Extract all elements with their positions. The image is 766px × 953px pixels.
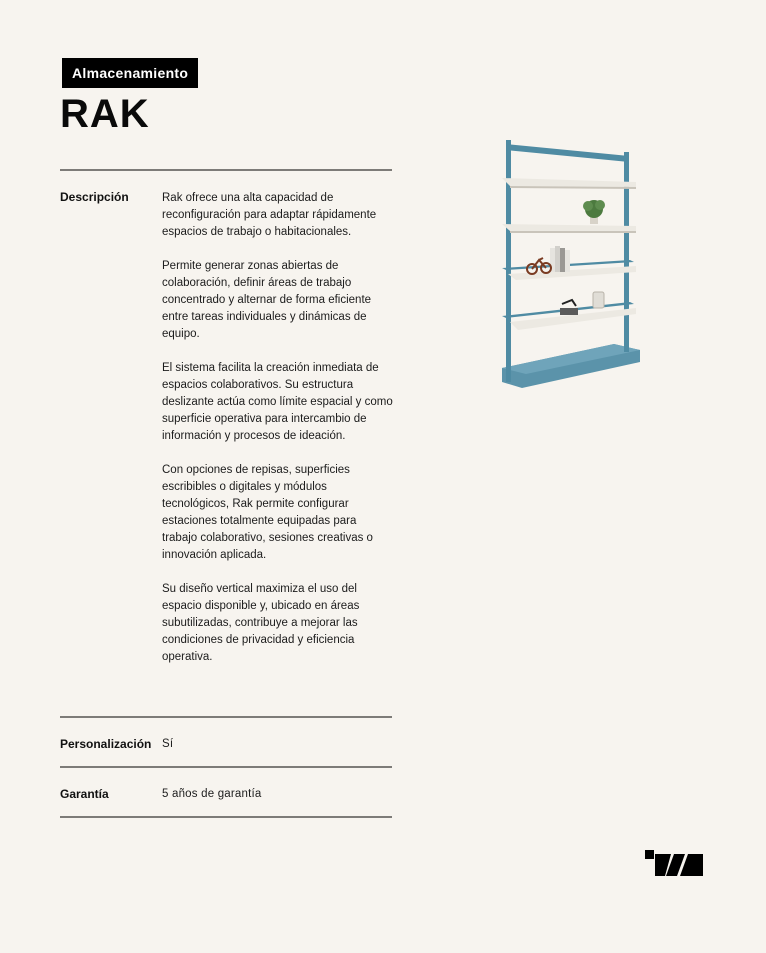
divider-description-end xyxy=(60,716,392,718)
description-paragraph: Con opciones de repisas, superficies escribibles o digitales y módulos tecnológicos, Rak permite configurar estaciones totalmente equipadas para trabajo colaborativo, sesiones creativas o innovación aplicada. xyxy=(162,464,373,561)
description-paragraph: Rak ofrece una alta capacidad de reconfiguración para adaptar rápidamente espacios de trabajo o habitacionales. xyxy=(162,192,377,238)
product-title: RAK xyxy=(60,92,150,136)
divider-top xyxy=(60,169,392,171)
description-paragraph: Permite generar zonas abiertas de colaboración, definir áreas de trabajo concentrado y alternar de forma eficiente entre tareas individuales y dinámicas de equipo. xyxy=(162,260,372,340)
warranty-label: Garantía xyxy=(60,787,109,801)
divider-customization-end xyxy=(60,766,392,768)
rak-shelving-unit-icon xyxy=(496,136,646,394)
brand-logo-mark-icon xyxy=(645,850,703,876)
description-label: Descripción xyxy=(60,190,129,204)
description-paragraph: El sistema facilita la creación inmediata de espacios colaborativos. Su estructura deslizante actúa como límite espacial y como superficie operativa para intercambio de información y procesos de ideación. xyxy=(162,362,393,442)
description-paragraph: Su diseño vertical maximiza el uso del espacio disponible y, ubicado en áreas subutilizadas, contribuye a mejorar las condiciones de privacidad y eficiencia operativa. xyxy=(162,583,360,663)
customization-value: Sí xyxy=(162,738,174,750)
divider-bottom xyxy=(60,816,392,818)
warranty-value: 5 años de garantía xyxy=(162,788,262,800)
category-badge: Almacenamiento xyxy=(62,58,198,88)
description-text xyxy=(162,190,394,683)
customization-label: Personalización xyxy=(60,737,152,751)
